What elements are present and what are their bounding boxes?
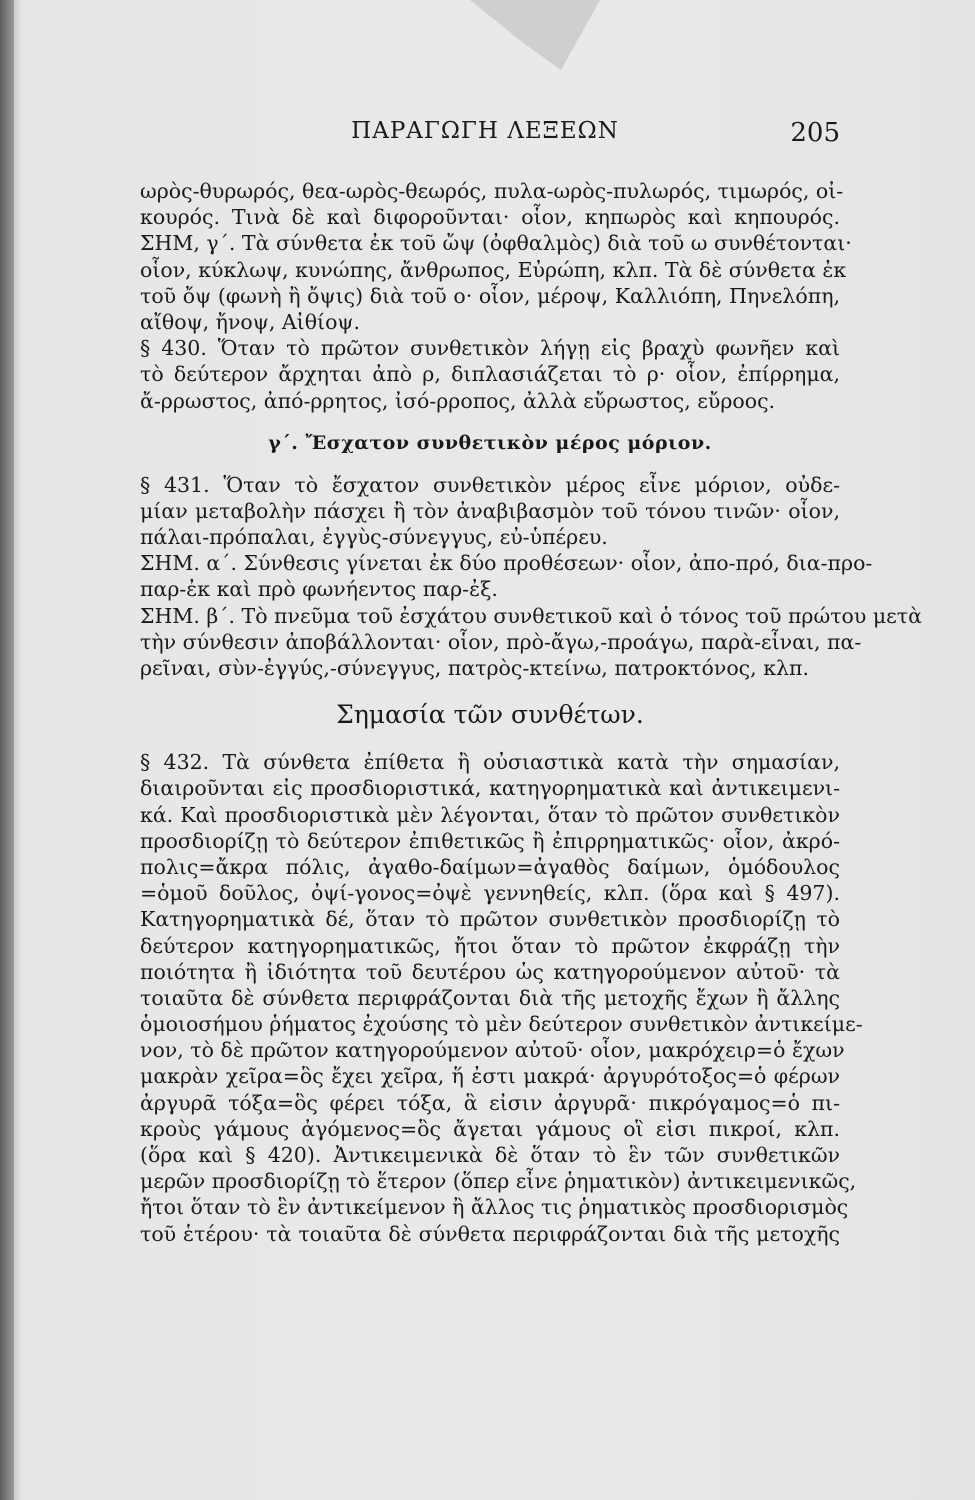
running-title: ΠΑΡΑΓΩΓΗ ΛΕΞΕΩΝ [351, 118, 619, 144]
text-line: (ὅρα καὶ § 420). Ἀντικειμενικὰ δὲ ὅταν τὸ ἓν τῶν συνθετικῶν [140, 1143, 840, 1167]
text-line: μερῶν προσδιορίζῃ τὸ ἕτερον (ὅπερ εἶνε ῥηματικὸν) ἀντικειμενικῶς, [140, 1169, 857, 1194]
text-line: πάλαι-πρόπαλαι, ἐγγὺς-σύνεγγυς, εὐ-ὑπέρευ. [140, 525, 608, 550]
text-line: τὸ δεύτερον ἄρχηται ἀπὸ ρ, διπλασιάζεται τὸ ρ· οἷον, ἐπίρρημα, [140, 362, 840, 387]
text-line: διαιροῦνται εἰς προσδιοριστικά, κατηγορηματικὰ καὶ ἀντικειμενι- [140, 776, 840, 801]
text-line: προσδιορίζῃ τὸ δεύτερον ἐπιθετικῶς ἢ ἐπιρρηματικῶς· οἷον, ἀκρό- [140, 828, 840, 853]
text-line: τοῦ ὄψ (φωνὴ ἢ ὄψις) διὰ τοῦ ο· οἷον, μέροψ, Καλλιόπη, Πηνελόπη, [140, 283, 840, 308]
text-line: κά. Καὶ προσδιοριστικὰ μὲν λέγονται, ὅταν τὸ πρῶτον συνθετικὸν [140, 802, 840, 827]
text-line: πολις=ἄκρα πόλις, ἀγαθο-δαίμων=ἀγαθὸς δαίμων, ὁμόδουλος [140, 854, 840, 879]
text-line: μίαν μεταβολὴν πάσχει ἢ τὸν ἀναβιβασμὸν τοῦ τόνου τινῶν· οἷον, [140, 498, 840, 523]
section-430-line: § 430. Ὅταν τὸ πρῶτον συνθετικὸν λήγῃ εἰς βραχὺ φωνῆεν καὶ [140, 336, 840, 361]
note-line: ρεῖναι, σὺν-ἐγγύς,-σύνεγγυς, πατρὸς-κτείνω, πατροκτόνος, κλπ. [140, 656, 809, 680]
text-line: τοιαῦτα δὲ σύνθετα περιφράζονται διὰ τῆς μετοχῆς ἔχων ἢ ἄλλης [140, 985, 840, 1010]
note-line: ΣΗΜ. β΄. Τὸ πνεῦμα τοῦ ἐσχάτου συνθετικοῦ καὶ ὁ τόνος τοῦ πρώτου μετὰ [140, 603, 922, 628]
text-line: ωρὸς-θυρωρός, θεα-ωρὸς-θεωρός, πυλα-ωρὸς-πυλωρός, τιμωρός, οἰ- [140, 179, 844, 203]
text-line: αἴθοψ, ἤνοψ, Αἰθίοψ. [140, 309, 361, 334]
text-line: νον, τὸ δὲ πρῶτον κατηγορούμενον αὐτοῦ· οἷον, μακρόχειρ=ὁ ἔχων [140, 1038, 845, 1063]
text-line: ΣΗΜ, γ΄. Τὰ σύνθετα ἐκ τοῦ ὤψ (ὀφθαλμὸς) διὰ τοῦ ω συνθέτονται· [140, 231, 852, 256]
page-number: 205 [790, 118, 840, 148]
note-line: παρ-ἐκ καὶ πρὸ φωνήεντος παρ-ἐξ. [140, 577, 498, 602]
text-line: τοῦ ἑτέρου· τὰ τοιαῦτα δὲ σύνθετα περιφράζονται διὰ τῆς μετοχῆς [140, 1221, 840, 1246]
section-432-line: § 432. Τὰ σύνθετα ἐπίθετα ἢ οὐσιαστικὰ κατὰ τὴν σημασίαν, [140, 750, 840, 775]
text-line: ἄ-ρρωστος, ἀπό-ρρητος, ἰσό-ρροπος, ἀλλὰ εὔρωστος, εὔροος. [140, 388, 776, 413]
page-header [130, 118, 840, 152]
page-body [140, 178, 922, 1247]
page-tear-decoration [470, 0, 600, 70]
text-line: ἤτοι ὅταν τὸ ἓν ἀντικείμενον ἢ ἄλλος τις ῥηματικὸς προσδιορισμὸς [140, 1195, 849, 1220]
text-line: κουρός. Τινὰ δὲ καὶ διφοροῦνται· οἷον, κηπωρὸς καὶ κηπουρός. [140, 205, 840, 230]
note-line: ΣΗΜ. α΄. Σύνθεσις γίνεται ἐκ δύο προθέσεων· οἷον, ἀπο-πρό, δια-προ- [140, 551, 873, 576]
section-431-line: § 431. Ὅταν τὸ ἔσχατον συνθετικὸν μέρος εἶνε μόριον, οὐδε- [140, 472, 840, 497]
text-line: μακρὰν χεῖρα=ὃς ἔχει χεῖρα, ἥ ἐστι μακρά· ἀργυρότοξος=ὁ φέρων [140, 1064, 840, 1089]
text-line: ἀργυρᾶ τόξα=ὃς φέρει τόξα, ἃ εἰσιν ἀργυρᾶ· πικρόγαμος=ὁ πι- [140, 1090, 840, 1115]
section-heading-meaning: Σημασία τῶν συνθέτων. [336, 700, 644, 730]
note-line: τὴν σύνθεσιν ἀποβάλλονται· οἷον, πρὸ-ἄγω,-προάγω, παρὰ-εἶναι, πα- [140, 629, 862, 654]
text-line: =ὁμοῦ δοῦλος, ὀψί-γονος=ὀψὲ γεννηθείς, κλπ. (ὅρα καὶ § 497). [140, 881, 840, 906]
text-line: οἷον, κύκλωψ, κυνώπης, ἄνθρωπος, Εὐρώπη, κλπ. Τὰ δὲ σύνθετα ἐκ [140, 257, 847, 282]
text-line: ὁμοιοσήμου ῥήματος ἐχούσης τὸ μὲν δεύτερον συνθετικὸν ἀντικείμε- [140, 1012, 863, 1037]
binding-shadow [0, 0, 14, 1500]
text-line: Κατηγορηματικὰ δέ, ὅταν τὸ πρῶτον συνθετικὸν προσδιορίζῃ τὸ [140, 907, 840, 932]
text-line: δεύτερον κατηγορηματικῶς, ἤτοι ὅταν τὸ πρῶτον ἐκφράζῃ τὴν [140, 933, 840, 958]
text-line: ποιότητα ἢ ἰδιότητα τοῦ δευτέρου ὡς κατηγορούμενον αὐτοῦ· τὰ [140, 959, 840, 984]
section-heading-gamma: γ΄. Ἔσχατον συνθετικὸν μέρος μόριον. [268, 431, 712, 454]
text-line: κροὺς γάμους ἀγόμενος=ὃς ἄγεται γάμους οἳ εἰσι πικροί, κλπ. [140, 1116, 840, 1141]
